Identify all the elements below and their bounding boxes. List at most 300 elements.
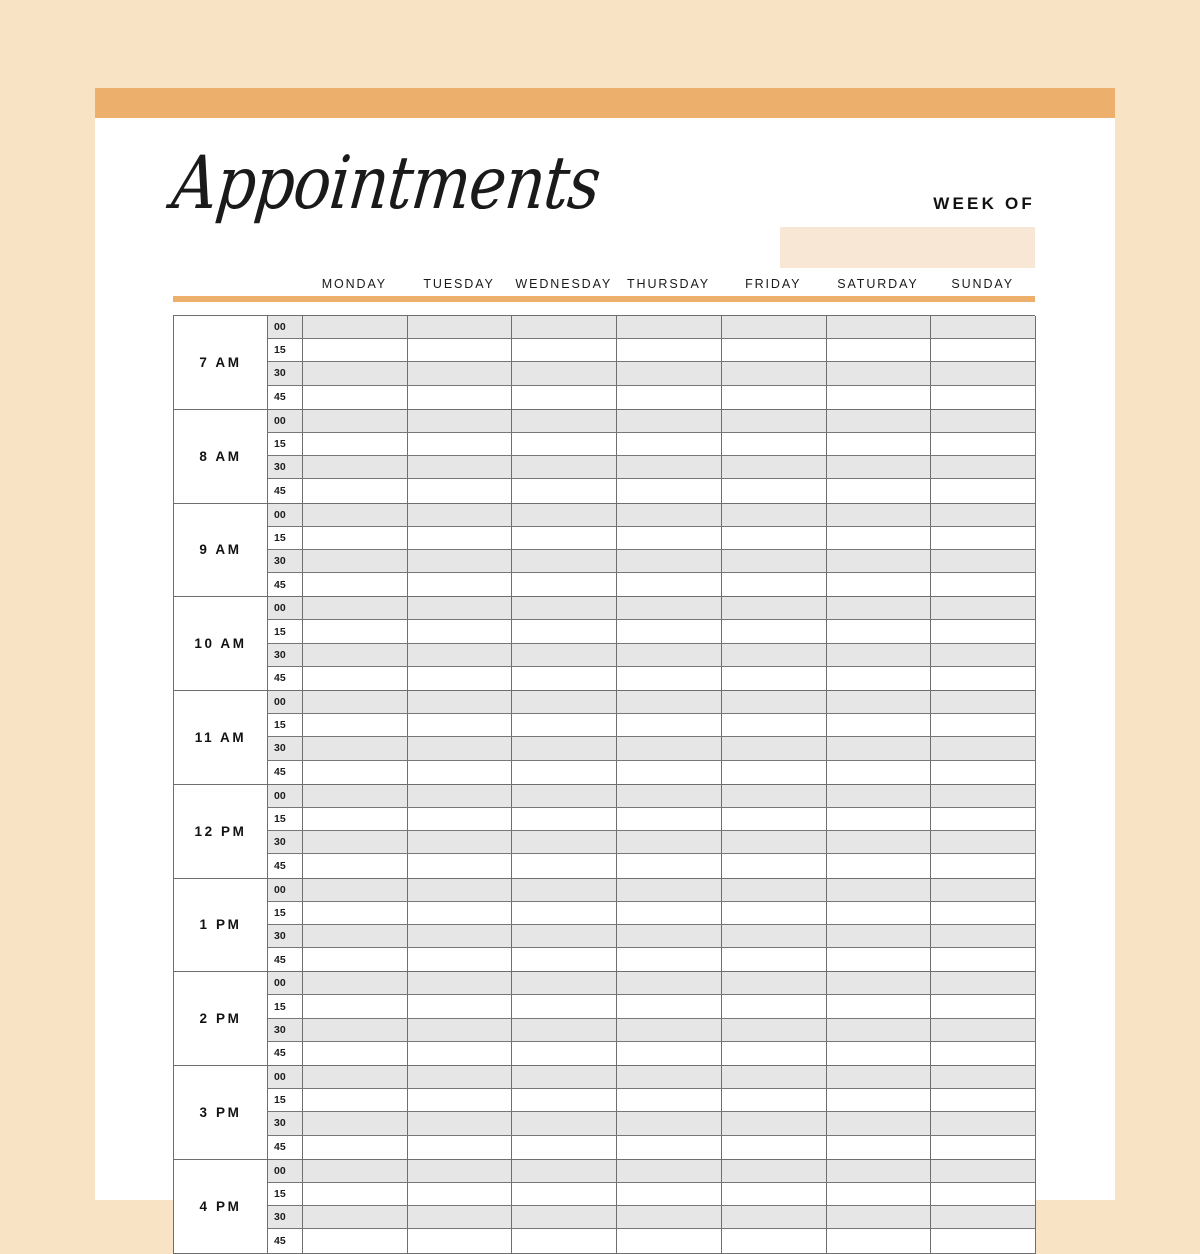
appointment-slot[interactable]	[722, 1160, 827, 1182]
appointment-slot[interactable]	[303, 1206, 408, 1228]
appointment-slot[interactable]	[931, 620, 1036, 642]
appointment-slot[interactable]	[722, 339, 827, 361]
appointment-slot[interactable]	[827, 972, 932, 994]
appointment-slot[interactable]	[931, 410, 1036, 432]
appointment-slot[interactable]	[512, 785, 617, 807]
appointment-slot[interactable]	[931, 737, 1036, 759]
appointment-slot[interactable]	[512, 831, 617, 853]
appointment-slot[interactable]	[827, 1112, 932, 1134]
appointment-slot[interactable]	[617, 902, 722, 924]
appointment-slot[interactable]	[408, 386, 513, 409]
appointment-slot[interactable]	[722, 854, 827, 877]
appointment-slot[interactable]	[722, 362, 827, 384]
appointment-slot[interactable]	[303, 504, 408, 526]
appointment-slot[interactable]	[617, 433, 722, 455]
appointment-slot[interactable]	[512, 362, 617, 384]
appointment-slot[interactable]	[303, 433, 408, 455]
appointment-slot[interactable]	[827, 1136, 932, 1159]
appointment-slot[interactable]	[617, 1206, 722, 1228]
appointment-slot[interactable]	[617, 808, 722, 830]
appointment-slot[interactable]	[512, 1112, 617, 1134]
appointment-slot[interactable]	[617, 1136, 722, 1159]
appointment-slot[interactable]	[931, 995, 1036, 1017]
appointment-slot[interactable]	[512, 691, 617, 713]
appointment-slot[interactable]	[617, 667, 722, 690]
day-header-saturday: SATURDAY	[837, 277, 919, 291]
appointment-slot[interactable]	[617, 831, 722, 853]
appointment-slot[interactable]	[617, 456, 722, 478]
appointment-slot[interactable]	[408, 854, 513, 877]
minute-label: 45	[268, 573, 303, 596]
appointment-slot[interactable]	[303, 1136, 408, 1159]
appointment-slot[interactable]	[303, 410, 408, 432]
appointment-slot[interactable]	[408, 456, 513, 478]
appointment-slot[interactable]	[303, 597, 408, 619]
appointment-slot[interactable]	[722, 831, 827, 853]
appointment-slot[interactable]	[303, 316, 408, 338]
appointment-slot[interactable]	[408, 527, 513, 549]
appointment-slot[interactable]	[722, 691, 827, 713]
appointment-slot[interactable]	[303, 1066, 408, 1088]
appointment-slot[interactable]	[408, 479, 513, 502]
appointment-slot[interactable]	[827, 667, 932, 690]
appointment-slot[interactable]	[827, 948, 932, 971]
hour-block	[174, 1066, 1036, 1160]
appointment-slot[interactable]	[512, 667, 617, 690]
appointment-slot[interactable]	[827, 691, 932, 713]
appointment-slot[interactable]	[303, 972, 408, 994]
appointment-slot[interactable]	[722, 573, 827, 596]
appointment-slot[interactable]	[617, 972, 722, 994]
appointment-slot[interactable]	[722, 433, 827, 455]
appointment-slot[interactable]	[722, 456, 827, 478]
appointment-slot[interactable]	[303, 550, 408, 572]
appointment-slot[interactable]	[722, 386, 827, 409]
quarter-row	[268, 479, 1036, 502]
appointment-slot[interactable]	[617, 573, 722, 596]
appointment-slot[interactable]	[512, 597, 617, 619]
appointment-slot[interactable]	[408, 1019, 513, 1041]
appointment-slot[interactable]	[827, 714, 932, 736]
appointment-slot[interactable]	[512, 573, 617, 596]
appointment-slot[interactable]	[722, 1206, 827, 1228]
appointment-slot[interactable]	[722, 1183, 827, 1205]
appointment-slot[interactable]	[617, 948, 722, 971]
appointment-slot[interactable]	[408, 362, 513, 384]
appointment-slot[interactable]	[512, 1229, 617, 1252]
appointment-slot[interactable]	[303, 925, 408, 947]
appointment-slot[interactable]	[512, 550, 617, 572]
appointment-slot[interactable]	[722, 1112, 827, 1134]
appointment-slot[interactable]	[408, 550, 513, 572]
appointment-slot[interactable]	[827, 808, 932, 830]
appointment-slot[interactable]	[827, 925, 932, 947]
appointment-slot[interactable]	[617, 879, 722, 901]
appointment-slot[interactable]	[512, 1206, 617, 1228]
appointment-slot[interactable]	[512, 1066, 617, 1088]
quarter-rows	[268, 785, 1036, 878]
appointment-slot[interactable]	[617, 761, 722, 784]
slot-cells	[303, 1112, 1036, 1134]
appointment-slot[interactable]	[303, 737, 408, 759]
appointment-slot[interactable]	[408, 573, 513, 596]
appointment-slot[interactable]	[408, 808, 513, 830]
appointment-slot[interactable]	[827, 737, 932, 759]
appointment-slot[interactable]	[512, 1136, 617, 1159]
appointment-slot[interactable]	[722, 761, 827, 784]
appointment-slot[interactable]	[617, 316, 722, 338]
appointment-slot[interactable]	[931, 1206, 1036, 1228]
appointment-slot[interactable]	[303, 1089, 408, 1111]
appointment-slot[interactable]	[617, 1112, 722, 1134]
appointment-slot[interactable]	[827, 362, 932, 384]
appointment-slot[interactable]	[931, 550, 1036, 572]
appointment-slot[interactable]	[617, 1089, 722, 1111]
appointment-slot[interactable]	[512, 1042, 617, 1065]
appointment-slot[interactable]	[617, 644, 722, 666]
appointment-slot[interactable]	[303, 1112, 408, 1134]
appointment-slot[interactable]	[408, 948, 513, 971]
appointment-slot[interactable]	[408, 785, 513, 807]
week-of-input[interactable]	[780, 227, 1035, 268]
appointment-slot[interactable]	[931, 972, 1036, 994]
appointment-slot[interactable]	[512, 972, 617, 994]
appointment-slot[interactable]	[722, 1089, 827, 1111]
appointment-slot[interactable]	[827, 995, 932, 1017]
appointment-slot[interactable]	[931, 831, 1036, 853]
appointment-slot[interactable]	[512, 854, 617, 877]
appointment-slot[interactable]	[512, 386, 617, 409]
appointment-slot[interactable]	[303, 1042, 408, 1065]
minute-label: 00	[268, 879, 303, 901]
appointment-slot[interactable]	[408, 995, 513, 1017]
appointment-slot[interactable]	[827, 339, 932, 361]
appointment-slot[interactable]	[931, 761, 1036, 784]
appointment-slot[interactable]	[512, 433, 617, 455]
appointment-slot[interactable]	[722, 316, 827, 338]
appointment-slot[interactable]	[303, 995, 408, 1017]
appointment-slot[interactable]	[617, 527, 722, 549]
appointment-slot[interactable]	[512, 737, 617, 759]
appointment-slot[interactable]	[408, 316, 513, 338]
appointment-slot[interactable]	[722, 808, 827, 830]
appointment-slot[interactable]	[303, 902, 408, 924]
appointment-slot[interactable]	[303, 1183, 408, 1205]
appointment-slot[interactable]	[827, 1019, 932, 1041]
appointment-slot[interactable]	[931, 1042, 1036, 1065]
appointment-slot[interactable]	[512, 644, 617, 666]
appointment-slot[interactable]	[617, 479, 722, 502]
appointment-slot[interactable]	[827, 456, 932, 478]
appointment-slot[interactable]	[931, 1183, 1036, 1205]
appointment-slot[interactable]	[617, 854, 722, 877]
appointment-slot[interactable]	[512, 925, 617, 947]
minute-label: 00	[268, 1066, 303, 1088]
appointment-slot[interactable]	[303, 691, 408, 713]
appointment-slot[interactable]	[827, 761, 932, 784]
appointment-slot[interactable]	[408, 410, 513, 432]
appointment-slot[interactable]	[931, 714, 1036, 736]
minute-label: 45	[268, 761, 303, 784]
appointment-slot[interactable]	[827, 1206, 932, 1228]
appointment-slot[interactable]	[931, 808, 1036, 830]
appointment-slot[interactable]	[617, 597, 722, 619]
appointment-slot[interactable]	[408, 691, 513, 713]
appointment-slot[interactable]	[827, 316, 932, 338]
appointment-slot[interactable]	[722, 504, 827, 526]
appointment-slot[interactable]	[512, 504, 617, 526]
appointment-slot[interactable]	[722, 902, 827, 924]
appointment-slot[interactable]	[931, 456, 1036, 478]
appointment-slot[interactable]	[408, 714, 513, 736]
appointment-slot[interactable]	[827, 1229, 932, 1252]
appointment-slot[interactable]	[408, 1112, 513, 1134]
appointment-slot[interactable]	[512, 1183, 617, 1205]
appointment-slot[interactable]	[408, 644, 513, 666]
appointment-slot[interactable]	[303, 362, 408, 384]
appointment-slot[interactable]	[827, 1042, 932, 1065]
appointment-slot[interactable]	[617, 1160, 722, 1182]
appointment-slot[interactable]	[512, 1019, 617, 1041]
appointment-slot[interactable]	[617, 504, 722, 526]
appointment-slot[interactable]	[827, 785, 932, 807]
appointment-slot[interactable]	[303, 785, 408, 807]
appointment-slot[interactable]	[722, 620, 827, 642]
appointment-slot[interactable]	[722, 1042, 827, 1065]
appointment-slot[interactable]	[931, 1112, 1036, 1134]
appointment-slot[interactable]	[827, 433, 932, 455]
appointment-slot[interactable]	[408, 1089, 513, 1111]
appointment-slot[interactable]	[303, 1160, 408, 1182]
appointment-slot[interactable]	[722, 644, 827, 666]
appointment-slot[interactable]	[512, 316, 617, 338]
appointment-slot[interactable]	[827, 550, 932, 572]
appointment-slot[interactable]	[931, 479, 1036, 502]
appointment-slot[interactable]	[303, 386, 408, 409]
appointment-slot[interactable]	[827, 527, 932, 549]
appointment-slot[interactable]	[408, 597, 513, 619]
appointment-slot[interactable]	[722, 527, 827, 549]
appointment-slot[interactable]	[303, 948, 408, 971]
appointment-slot[interactable]	[617, 691, 722, 713]
appointment-slot[interactable]	[512, 410, 617, 432]
appointment-slot[interactable]	[827, 479, 932, 502]
appointment-slot[interactable]	[827, 854, 932, 877]
appointment-slot[interactable]	[408, 831, 513, 853]
minute-label: 30	[268, 362, 303, 384]
appointment-slot[interactable]	[303, 667, 408, 690]
appointment-slot[interactable]	[722, 1136, 827, 1159]
appointment-slot[interactable]	[408, 620, 513, 642]
appointment-slot[interactable]	[931, 362, 1036, 384]
appointment-slot[interactable]	[722, 737, 827, 759]
appointment-slot[interactable]	[722, 479, 827, 502]
appointment-slot[interactable]	[617, 410, 722, 432]
appointment-slot[interactable]	[408, 504, 513, 526]
appointment-slot[interactable]	[931, 1136, 1036, 1159]
appointment-slot[interactable]	[408, 972, 513, 994]
appointment-slot[interactable]	[617, 1019, 722, 1041]
appointment-slot[interactable]	[617, 550, 722, 572]
appointment-slot[interactable]	[512, 761, 617, 784]
appointment-slot[interactable]	[408, 761, 513, 784]
appointment-slot[interactable]	[303, 1229, 408, 1252]
appointment-slot[interactable]	[931, 433, 1036, 455]
appointment-slot[interactable]	[617, 1066, 722, 1088]
appointment-slot[interactable]	[617, 925, 722, 947]
appointment-slot[interactable]	[931, 316, 1036, 338]
appointment-slot[interactable]	[617, 362, 722, 384]
appointment-slot[interactable]	[827, 879, 932, 901]
appointment-slot[interactable]	[617, 1229, 722, 1252]
appointment-slot[interactable]	[408, 737, 513, 759]
appointment-slot[interactable]	[827, 620, 932, 642]
appointment-slot[interactable]	[617, 995, 722, 1017]
appointment-slot[interactable]	[512, 339, 617, 361]
appointment-slot[interactable]	[303, 479, 408, 502]
appointment-slot[interactable]	[827, 902, 932, 924]
minute-label: 00	[268, 410, 303, 432]
appointment-slot[interactable]	[617, 339, 722, 361]
appointment-slot[interactable]	[827, 504, 932, 526]
appointment-slot[interactable]	[931, 386, 1036, 409]
appointment-slot[interactable]	[827, 410, 932, 432]
appointment-slot[interactable]	[303, 620, 408, 642]
appointment-slot[interactable]	[408, 1136, 513, 1159]
appointment-slot[interactable]	[827, 386, 932, 409]
appointment-slot[interactable]	[827, 644, 932, 666]
appointment-slot[interactable]	[931, 1229, 1036, 1252]
appointment-slot[interactable]	[512, 479, 617, 502]
appointment-slot[interactable]	[408, 667, 513, 690]
top-accent-band	[95, 88, 1115, 118]
appointment-slot[interactable]	[827, 1089, 932, 1111]
appointment-slot[interactable]	[408, 1183, 513, 1205]
minute-label: 45	[268, 1136, 303, 1159]
appointment-slot[interactable]	[931, 667, 1036, 690]
appointment-slot[interactable]	[408, 1066, 513, 1088]
appointment-slot[interactable]	[303, 456, 408, 478]
appointment-slot[interactable]	[512, 620, 617, 642]
appointment-slot[interactable]	[303, 808, 408, 830]
appointment-slot[interactable]	[722, 785, 827, 807]
appointment-slot[interactable]	[303, 879, 408, 901]
appointment-slot[interactable]	[827, 597, 932, 619]
appointment-slot[interactable]	[512, 995, 617, 1017]
appointment-slot[interactable]	[931, 527, 1036, 549]
appointment-slot[interactable]	[617, 785, 722, 807]
appointment-slot[interactable]	[722, 995, 827, 1017]
appointment-slot[interactable]	[617, 1183, 722, 1205]
appointment-slot[interactable]	[827, 573, 932, 596]
appointment-slot[interactable]	[303, 714, 408, 736]
appointment-slot[interactable]	[303, 527, 408, 549]
appointment-slot[interactable]	[722, 948, 827, 971]
appointment-slot[interactable]	[931, 504, 1036, 526]
appointment-slot[interactable]	[827, 1160, 932, 1182]
appointment-slot[interactable]	[722, 667, 827, 690]
appointment-slot[interactable]	[408, 1042, 513, 1065]
appointment-slot[interactable]	[617, 714, 722, 736]
appointment-slot[interactable]	[931, 573, 1036, 596]
appointment-slot[interactable]	[931, 879, 1036, 901]
appointment-slot[interactable]	[512, 948, 617, 971]
appointment-slot[interactable]	[408, 1206, 513, 1228]
appointment-slot[interactable]	[408, 339, 513, 361]
hour-label: 3 PM	[174, 1066, 268, 1159]
appointment-slot[interactable]	[931, 339, 1036, 361]
appointment-slot[interactable]	[303, 1019, 408, 1041]
appointment-slot[interactable]	[303, 573, 408, 596]
appointment-slot[interactable]	[303, 761, 408, 784]
appointment-slot[interactable]	[408, 925, 513, 947]
appointment-slot[interactable]	[931, 1019, 1036, 1041]
appointment-slot[interactable]	[512, 902, 617, 924]
appointment-slot[interactable]	[931, 1089, 1036, 1111]
appointment-slot[interactable]	[617, 620, 722, 642]
appointment-slot[interactable]	[827, 1183, 932, 1205]
appointment-slot[interactable]	[303, 644, 408, 666]
appointment-slot[interactable]	[722, 714, 827, 736]
appointment-slot[interactable]	[931, 948, 1036, 971]
appointment-slot[interactable]	[303, 854, 408, 877]
appointment-slot[interactable]	[408, 433, 513, 455]
appointment-slot[interactable]	[931, 644, 1036, 666]
appointment-slot[interactable]	[931, 785, 1036, 807]
appointment-slot[interactable]	[931, 902, 1036, 924]
appointment-slot[interactable]	[722, 550, 827, 572]
appointment-slot[interactable]	[931, 1160, 1036, 1182]
appointment-slot[interactable]	[722, 1229, 827, 1252]
quarter-row	[268, 620, 1036, 643]
appointment-slot[interactable]	[931, 691, 1036, 713]
appointment-slot[interactable]	[722, 879, 827, 901]
appointment-slot[interactable]	[512, 456, 617, 478]
appointment-slot[interactable]	[617, 386, 722, 409]
appointment-slot[interactable]	[512, 714, 617, 736]
appointment-slot[interactable]	[512, 527, 617, 549]
appointment-slot[interactable]	[722, 1019, 827, 1041]
appointment-slot[interactable]	[722, 410, 827, 432]
quarter-row	[268, 854, 1036, 877]
appointment-slot[interactable]	[408, 902, 513, 924]
appointment-slot[interactable]	[303, 339, 408, 361]
appointment-slot[interactable]	[408, 1160, 513, 1182]
appointment-slot[interactable]	[512, 1089, 617, 1111]
appointment-slot[interactable]	[931, 1066, 1036, 1088]
appointment-slot[interactable]	[408, 879, 513, 901]
appointment-slot[interactable]	[722, 925, 827, 947]
appointment-slot[interactable]	[617, 1042, 722, 1065]
appointment-slot[interactable]	[931, 925, 1036, 947]
appointment-slot[interactable]	[827, 1066, 932, 1088]
appointment-slot[interactable]	[408, 1229, 513, 1252]
appointment-slot[interactable]	[512, 808, 617, 830]
slot-cells	[303, 1136, 1036, 1159]
appointment-slot[interactable]	[722, 1066, 827, 1088]
quarter-row	[268, 925, 1036, 948]
appointment-slot[interactable]	[827, 831, 932, 853]
appointment-slot[interactable]	[303, 831, 408, 853]
appointment-slot[interactable]	[722, 597, 827, 619]
appointment-slot[interactable]	[512, 1160, 617, 1182]
appointment-slot[interactable]	[931, 854, 1036, 877]
appointment-slot[interactable]	[617, 737, 722, 759]
appointment-slot[interactable]	[722, 972, 827, 994]
quarter-row	[268, 362, 1036, 385]
appointment-slot[interactable]	[512, 879, 617, 901]
appointment-slot[interactable]	[931, 597, 1036, 619]
